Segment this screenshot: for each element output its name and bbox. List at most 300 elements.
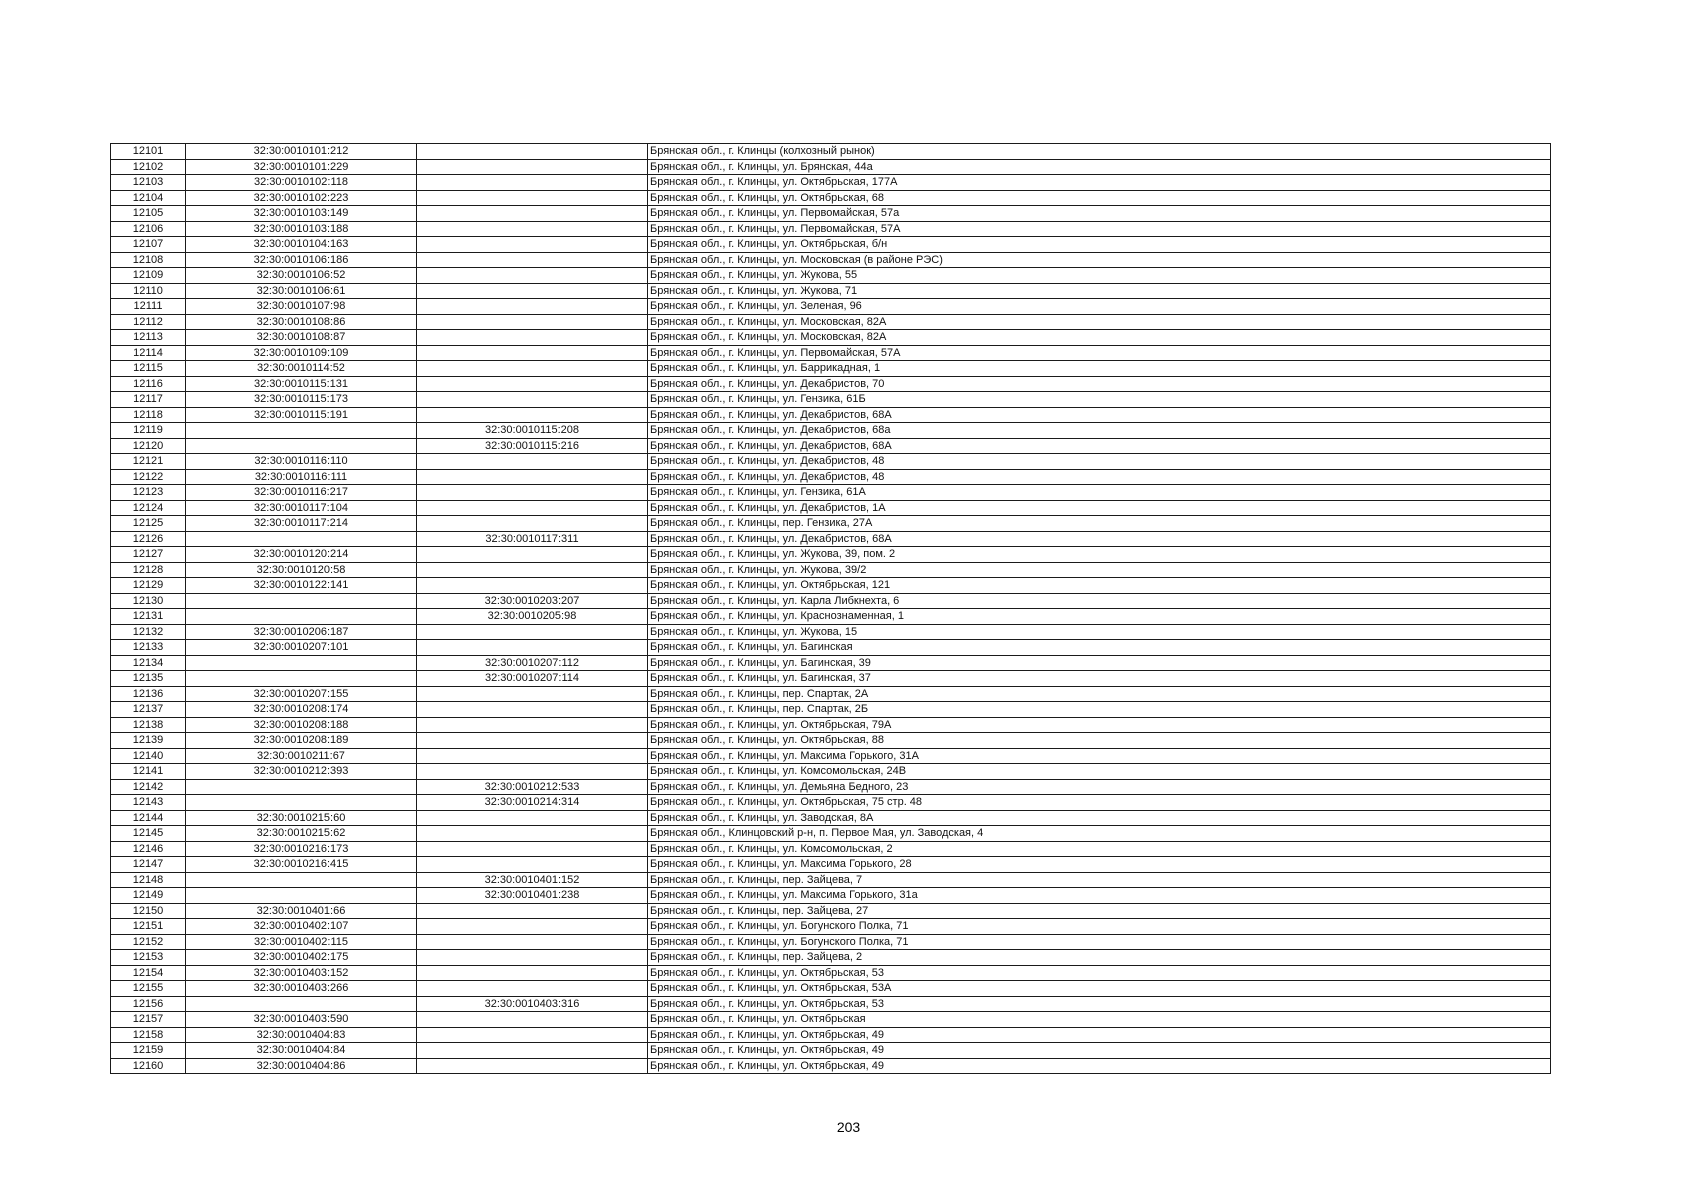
address-cell: Брянская обл., г. Клинцы, ул. Октябрьская, 177А: [648, 175, 1551, 191]
row-number-cell: 12148: [111, 872, 186, 888]
address-cell: Брянская обл., Клинцовский р-н, п. Первое Мая, ул. Заводская, 4: [648, 826, 1551, 842]
row-number-cell: 12158: [111, 1027, 186, 1043]
cadastral-number-cell: 32:30:0010106:52: [186, 268, 417, 284]
table-row: [111, 159, 1551, 175]
address-cell: Брянская обл., г. Клинцы, ул. Комсомольская, 2: [648, 841, 1551, 857]
table-row: [111, 826, 1551, 842]
cadastral-number-cell: 32:30:0010208:174: [186, 702, 417, 718]
cadastral-number-cell: 32:30:0010401:66: [186, 903, 417, 919]
cadastral-number-alt-cell: [417, 345, 648, 361]
table-row: [111, 671, 1551, 687]
cadastral-number-cell: 32:30:0010215:60: [186, 810, 417, 826]
cadastral-number-alt-cell: 32:30:0010117:311: [417, 531, 648, 547]
row-number-cell: 12118: [111, 407, 186, 423]
cadastral-number-alt-cell: [417, 144, 648, 160]
cadastral-number-alt-cell: [417, 903, 648, 919]
table-row: [111, 810, 1551, 826]
cadastral-number-alt-cell: [417, 206, 648, 222]
address-cell: Брянская обл., г. Клинцы, ул. Гензика, 61Б: [648, 392, 1551, 408]
address-cell: Брянская обл., г. Клинцы, ул. Декабристов, 48: [648, 469, 1551, 485]
row-number-cell: 12119: [111, 423, 186, 439]
table-row: [111, 1027, 1551, 1043]
address-cell: Брянская обл., г. Клинцы, ул. Брянская, 44а: [648, 159, 1551, 175]
table-row: [111, 206, 1551, 222]
table-row: [111, 965, 1551, 981]
cadastral-number-cell: [186, 996, 417, 1012]
cadastral-number-alt-cell: 32:30:0010214:314: [417, 795, 648, 811]
row-number-cell: 12127: [111, 547, 186, 563]
address-cell: Брянская обл., г. Клинцы, ул. Гензика, 61А: [648, 485, 1551, 501]
cadastral-number-cell: [186, 872, 417, 888]
address-cell: Брянская обл., г. Клинцы, ул. Демьяна Бедного, 23: [648, 779, 1551, 795]
cadastral-number-alt-cell: [417, 407, 648, 423]
cadastral-number-alt-cell: [417, 624, 648, 640]
table-row: [111, 702, 1551, 718]
cadastral-number-alt-cell: [417, 516, 648, 532]
table-row: [111, 609, 1551, 625]
table-row: [111, 841, 1551, 857]
cadastral-number-cell: 32:30:0010101:212: [186, 144, 417, 160]
cadastral-number-cell: 32:30:0010103:188: [186, 221, 417, 237]
address-cell: Брянская обл., г. Клинцы, ул. Багинская: [648, 640, 1551, 656]
table-row: [111, 624, 1551, 640]
table-row: [111, 919, 1551, 935]
cadastral-number-alt-cell: [417, 1058, 648, 1074]
table-row: [111, 764, 1551, 780]
cadastral-number-alt-cell: [417, 268, 648, 284]
cadastral-number-alt-cell: [417, 190, 648, 206]
row-number-cell: 12138: [111, 717, 186, 733]
address-cell: Брянская обл., г. Клинцы, ул. Декабристов, 48: [648, 454, 1551, 470]
cadastral-number-alt-cell: [417, 361, 648, 377]
row-number-cell: 12141: [111, 764, 186, 780]
row-number-cell: 12153: [111, 950, 186, 966]
cadastral-number-alt-cell: [417, 717, 648, 733]
cadastral-number-cell: 32:30:0010120:58: [186, 562, 417, 578]
address-cell: Брянская обл., г. Клинцы, ул. Октябрьская: [648, 1012, 1551, 1028]
cadastral-number-cell: 32:30:0010207:155: [186, 686, 417, 702]
cadastral-number-alt-cell: 32:30:0010207:114: [417, 671, 648, 687]
row-number-cell: 12102: [111, 159, 186, 175]
cadastral-number-alt-cell: [417, 826, 648, 842]
table-row: [111, 376, 1551, 392]
address-cell: Брянская обл., г. Клинцы, ул. Декабристов, 70: [648, 376, 1551, 392]
cadastral-number-alt-cell: [417, 686, 648, 702]
table-row: [111, 252, 1551, 268]
table-row: [111, 903, 1551, 919]
table-row: [111, 857, 1551, 873]
row-number-cell: 12150: [111, 903, 186, 919]
table-row: [111, 547, 1551, 563]
row-number-cell: 12155: [111, 981, 186, 997]
table-row: [111, 686, 1551, 702]
table-row: [111, 345, 1551, 361]
address-cell: Брянская обл., г. Клинцы, ул. Багинская, 37: [648, 671, 1551, 687]
cadastral-number-cell: [186, 423, 417, 439]
address-cell: Брянская обл., г. Клинцы, пер. Спартак, 2Б: [648, 702, 1551, 718]
cadastral-number-cell: 32:30:0010208:188: [186, 717, 417, 733]
cadastral-number-alt-cell: [417, 159, 648, 175]
cadastral-number-cell: 32:30:0010215:62: [186, 826, 417, 842]
cadastral-number-cell: 32:30:0010404:86: [186, 1058, 417, 1074]
row-number-cell: 12131: [111, 609, 186, 625]
address-cell: Брянская обл., г. Клинцы, ул. Октябрьская, б/н: [648, 237, 1551, 253]
cadastral-number-cell: 32:30:0010102:118: [186, 175, 417, 191]
row-number-cell: 12139: [111, 733, 186, 749]
table-row: [111, 237, 1551, 253]
address-cell: Брянская обл., г. Клинцы, ул. Первомайская, 57а: [648, 206, 1551, 222]
address-cell: Брянская обл., г. Клинцы, пер. Зайцева, 7: [648, 872, 1551, 888]
table-row: [111, 221, 1551, 237]
cadastral-number-cell: 32:30:0010403:266: [186, 981, 417, 997]
cadastral-number-alt-cell: [417, 1027, 648, 1043]
cadastral-number-cell: [186, 609, 417, 625]
table-row: [111, 779, 1551, 795]
cadastral-number-alt-cell: [417, 981, 648, 997]
row-number-cell: 12126: [111, 531, 186, 547]
row-number-cell: 12129: [111, 578, 186, 594]
cadastral-number-cell: 32:30:0010211:67: [186, 748, 417, 764]
address-cell: Брянская обл., г. Клинцы, ул. Жукова, 71: [648, 283, 1551, 299]
table-row: [111, 438, 1551, 454]
address-cell: Брянская обл., г. Клинцы, ул. Декабристов, 68А: [648, 438, 1551, 454]
table-row: [111, 640, 1551, 656]
table-row: [111, 1058, 1551, 1074]
cadastral-number-alt-cell: [417, 965, 648, 981]
table-row: [111, 283, 1551, 299]
cadastral-number-cell: 32:30:0010114:52: [186, 361, 417, 377]
cadastral-number-cell: 32:30:0010402:107: [186, 919, 417, 935]
address-cell: Брянская обл., г. Клинцы, ул. Декабристов, 68А: [648, 531, 1551, 547]
cadastral-number-cell: 32:30:0010115:173: [186, 392, 417, 408]
cadastral-number-cell: [186, 593, 417, 609]
address-cell: Брянская обл., г. Клинцы, ул. Октябрьская, 49: [648, 1027, 1551, 1043]
cadastral-number-alt-cell: [417, 454, 648, 470]
table-row: [111, 950, 1551, 966]
address-cell: Брянская обл., г. Клинцы, ул. Октябрьская, 53: [648, 965, 1551, 981]
table-row: [111, 748, 1551, 764]
address-cell: Брянская обл., г. Клинцы, ул. Комсомольская, 24В: [648, 764, 1551, 780]
table-row: [111, 934, 1551, 950]
cadastral-number-alt-cell: [417, 314, 648, 330]
cadastral-number-cell: 32:30:0010120:214: [186, 547, 417, 563]
cadastral-number-alt-cell: [417, 392, 648, 408]
table-row: [111, 454, 1551, 470]
table-row: [111, 392, 1551, 408]
row-number-cell: 12111: [111, 299, 186, 315]
cadastral-number-cell: 32:30:0010108:87: [186, 330, 417, 346]
row-number-cell: 12160: [111, 1058, 186, 1074]
cadastral-number-alt-cell: [417, 500, 648, 516]
cadastral-number-alt-cell: [417, 330, 648, 346]
address-cell: Брянская обл., г. Клинцы, ул. Декабристов, 68а: [648, 423, 1551, 439]
cadastral-number-cell: 32:30:0010208:189: [186, 733, 417, 749]
cadastral-number-alt-cell: [417, 485, 648, 501]
cadastral-number-cell: 32:30:0010117:214: [186, 516, 417, 532]
table-row: [111, 717, 1551, 733]
row-number-cell: 12149: [111, 888, 186, 904]
cadastral-number-cell: 32:30:0010116:111: [186, 469, 417, 485]
table-row: [111, 175, 1551, 191]
address-cell: Брянская обл., г. Клинцы, ул. Карла Либкнехта, 6: [648, 593, 1551, 609]
cadastral-number-cell: 32:30:0010103:149: [186, 206, 417, 222]
cadastral-number-alt-cell: 32:30:0010403:316: [417, 996, 648, 1012]
row-number-cell: 12106: [111, 221, 186, 237]
row-number-cell: 12130: [111, 593, 186, 609]
address-cell: Брянская обл., г. Клинцы, ул. Максима Горького, 31а: [648, 888, 1551, 904]
cadastral-number-alt-cell: [417, 221, 648, 237]
address-cell: Брянская обл., г. Клинцы, ул. Богунского Полка, 71: [648, 934, 1551, 950]
cadastral-number-alt-cell: [417, 950, 648, 966]
row-number-cell: 12122: [111, 469, 186, 485]
row-number-cell: 12113: [111, 330, 186, 346]
table-row: [111, 655, 1551, 671]
cadastral-number-cell: 32:30:0010117:104: [186, 500, 417, 516]
cadastral-number-alt-cell: [417, 702, 648, 718]
cadastral-number-alt-cell: [417, 640, 648, 656]
address-cell: Брянская обл., г. Клинцы, ул. Жукова, 15: [648, 624, 1551, 640]
address-cell: Брянская обл., г. Клинцы, ул. Первомайская, 57А: [648, 221, 1551, 237]
address-cell: Брянская обл., г. Клинцы, ул. Жукова, 39, пом. 2: [648, 547, 1551, 563]
address-cell: Брянская обл., г. Клинцы, ул. Максима Горького, 31А: [648, 748, 1551, 764]
address-cell: Брянская обл., г. Клинцы, ул. Московская (в районе РЭС): [648, 252, 1551, 268]
address-cell: Брянская обл., г. Клинцы, пер. Гензика, 27А: [648, 516, 1551, 532]
table-row: [111, 872, 1551, 888]
cadastral-number-alt-cell: [417, 748, 648, 764]
cadastral-number-alt-cell: [417, 283, 648, 299]
row-number-cell: 12109: [111, 268, 186, 284]
row-number-cell: 12133: [111, 640, 186, 656]
row-number-cell: 12137: [111, 702, 186, 718]
cadastral-number-cell: 32:30:0010212:393: [186, 764, 417, 780]
cadastral-number-alt-cell: [417, 252, 648, 268]
table-row: [111, 996, 1551, 1012]
cadastral-number-alt-cell: [417, 237, 648, 253]
cadastral-number-alt-cell: 32:30:0010401:152: [417, 872, 648, 888]
cadastral-number-cell: [186, 438, 417, 454]
row-number-cell: 12147: [111, 857, 186, 873]
table-row: [111, 795, 1551, 811]
cadastral-number-alt-cell: [417, 764, 648, 780]
address-cell: Брянская обл., г. Клинцы, ул. Московская, 82А: [648, 330, 1551, 346]
address-cell: Брянская обл., г. Клинцы, ул. Октябрьская, 75 стр. 48: [648, 795, 1551, 811]
table-row: [111, 314, 1551, 330]
cadastral-number-alt-cell: [417, 1043, 648, 1059]
table-row: [111, 531, 1551, 547]
registry-table: [110, 143, 1551, 1074]
cadastral-number-alt-cell: [417, 919, 648, 935]
address-cell: Брянская обл., г. Клинцы, ул. Октябрьская, 79А: [648, 717, 1551, 733]
row-number-cell: 12154: [111, 965, 186, 981]
table-row: [111, 888, 1551, 904]
cadastral-number-alt-cell: [417, 175, 648, 191]
row-number-cell: 12136: [111, 686, 186, 702]
cadastral-number-cell: [186, 888, 417, 904]
cadastral-number-cell: 32:30:0010106:61: [186, 283, 417, 299]
table-row: [111, 578, 1551, 594]
row-number-cell: 12121: [111, 454, 186, 470]
cadastral-number-cell: 32:30:0010115:131: [186, 376, 417, 392]
table-row: [111, 330, 1551, 346]
row-number-cell: 12123: [111, 485, 186, 501]
row-number-cell: 12112: [111, 314, 186, 330]
address-cell: Брянская обл., г. Клинцы, ул. Краснознаменная, 1: [648, 609, 1551, 625]
row-number-cell: 12116: [111, 376, 186, 392]
row-number-cell: 12104: [111, 190, 186, 206]
cadastral-number-alt-cell: [417, 547, 648, 563]
cadastral-number-cell: 32:30:0010403:152: [186, 965, 417, 981]
cadastral-number-cell: 32:30:0010207:101: [186, 640, 417, 656]
row-number-cell: 12105: [111, 206, 186, 222]
cadastral-number-alt-cell: [417, 934, 648, 950]
row-number-cell: 12140: [111, 748, 186, 764]
row-number-cell: 12101: [111, 144, 186, 160]
row-number-cell: 12157: [111, 1012, 186, 1028]
table-row: [111, 144, 1551, 160]
cadastral-number-alt-cell: [417, 578, 648, 594]
row-number-cell: 12135: [111, 671, 186, 687]
address-cell: Брянская обл., г. Клинцы, ул. Октябрьская, 53: [648, 996, 1551, 1012]
address-cell: Брянская обл., г. Клинцы, ул. Заводская, 8А: [648, 810, 1551, 826]
cadastral-number-cell: 32:30:0010403:590: [186, 1012, 417, 1028]
row-number-cell: 12108: [111, 252, 186, 268]
cadastral-number-cell: 32:30:0010106:186: [186, 252, 417, 268]
page-number: 203: [836, 1119, 861, 1135]
address-cell: Брянская обл., г. Клинцы, ул. Баррикадная, 1: [648, 361, 1551, 377]
cadastral-number-cell: 32:30:0010109:109: [186, 345, 417, 361]
cadastral-number-cell: 32:30:0010216:173: [186, 841, 417, 857]
table-row: [111, 407, 1551, 423]
row-number-cell: 12117: [111, 392, 186, 408]
table-row: [111, 423, 1551, 439]
cadastral-number-cell: [186, 795, 417, 811]
cadastral-number-alt-cell: 32:30:0010401:238: [417, 888, 648, 904]
cadastral-number-alt-cell: [417, 1012, 648, 1028]
cadastral-number-alt-cell: 32:30:0010212:533: [417, 779, 648, 795]
cadastral-number-alt-cell: [417, 562, 648, 578]
row-number-cell: 12145: [111, 826, 186, 842]
cadastral-number-alt-cell: 32:30:0010207:112: [417, 655, 648, 671]
row-number-cell: 12115: [111, 361, 186, 377]
address-cell: Брянская обл., г. Клинцы, ул. Зеленая, 96: [648, 299, 1551, 315]
table-row: [111, 562, 1551, 578]
address-cell: Брянская обл., г. Клинцы, ул. Октябрьская, 53А: [648, 981, 1551, 997]
table-row: [111, 981, 1551, 997]
cadastral-number-cell: 32:30:0010108:86: [186, 314, 417, 330]
cadastral-number-alt-cell: [417, 857, 648, 873]
cadastral-number-cell: 32:30:0010402:115: [186, 934, 417, 950]
table-row: [111, 593, 1551, 609]
table-row: [111, 361, 1551, 377]
row-number-cell: 12143: [111, 795, 186, 811]
table-row: [111, 733, 1551, 749]
row-number-cell: 12120: [111, 438, 186, 454]
address-cell: Брянская обл., г. Клинцы, ул. Жукова, 39/2: [648, 562, 1551, 578]
address-cell: Брянская обл., г. Клинцы, ул. Декабристов, 68А: [648, 407, 1551, 423]
address-cell: Брянская обл., г. Клинцы, ул. Московская, 82А: [648, 314, 1551, 330]
row-number-cell: 12159: [111, 1043, 186, 1059]
address-cell: Брянская обл., г. Клинцы, ул. Октябрьская, 68: [648, 190, 1551, 206]
cadastral-number-alt-cell: [417, 733, 648, 749]
registry-table-body: [111, 144, 1551, 1074]
cadastral-number-cell: 32:30:0010404:84: [186, 1043, 417, 1059]
row-number-cell: 12125: [111, 516, 186, 532]
row-number-cell: 12151: [111, 919, 186, 935]
cadastral-number-alt-cell: [417, 376, 648, 392]
cadastral-number-cell: 32:30:0010107:98: [186, 299, 417, 315]
cadastral-number-cell: 32:30:0010102:223: [186, 190, 417, 206]
row-number-cell: 12144: [111, 810, 186, 826]
table-row: [111, 190, 1551, 206]
address-cell: Брянская обл., г. Клинцы, ул. Богунского Полка, 71: [648, 919, 1551, 935]
cadastral-number-alt-cell: [417, 810, 648, 826]
address-cell: Брянская обл., г. Клинцы, ул. Багинская, 39: [648, 655, 1551, 671]
row-number-cell: 12146: [111, 841, 186, 857]
address-cell: Брянская обл., г. Клинцы (колхозный рынок): [648, 144, 1551, 160]
address-cell: Брянская обл., г. Клинцы, пер. Зайцева, 2: [648, 950, 1551, 966]
row-number-cell: 12132: [111, 624, 186, 640]
cadastral-number-cell: 32:30:0010404:83: [186, 1027, 417, 1043]
row-number-cell: 12107: [111, 237, 186, 253]
row-number-cell: 12103: [111, 175, 186, 191]
address-cell: Брянская обл., г. Клинцы, ул. Декабристов, 1А: [648, 500, 1551, 516]
row-number-cell: 12142: [111, 779, 186, 795]
cadastral-number-cell: 32:30:0010122:141: [186, 578, 417, 594]
cadastral-number-alt-cell: [417, 841, 648, 857]
row-number-cell: 12156: [111, 996, 186, 1012]
cadastral-number-cell: 32:30:0010116:110: [186, 454, 417, 470]
cadastral-number-cell: 32:30:0010206:187: [186, 624, 417, 640]
table-row: [111, 268, 1551, 284]
cadastral-number-cell: [186, 671, 417, 687]
cadastral-number-alt-cell: 32:30:0010115:216: [417, 438, 648, 454]
address-cell: Брянская обл., г. Клинцы, пер. Зайцева, 27: [648, 903, 1551, 919]
cadastral-number-alt-cell: [417, 299, 648, 315]
table-row: [111, 1043, 1551, 1059]
row-number-cell: 12152: [111, 934, 186, 950]
row-number-cell: 12110: [111, 283, 186, 299]
table-row: [111, 299, 1551, 315]
address-cell: Брянская обл., г. Клинцы, ул. Октябрьская, 49: [648, 1043, 1551, 1059]
cadastral-number-cell: 32:30:0010104:163: [186, 237, 417, 253]
table-row: [111, 1012, 1551, 1028]
table-row: [111, 485, 1551, 501]
address-cell: Брянская обл., г. Клинцы, ул. Жукова, 55: [648, 268, 1551, 284]
row-number-cell: 12134: [111, 655, 186, 671]
cadastral-number-alt-cell: [417, 469, 648, 485]
row-number-cell: 12124: [111, 500, 186, 516]
address-cell: Брянская обл., г. Клинцы, ул. Октябрьская, 121: [648, 578, 1551, 594]
table-row: [111, 516, 1551, 532]
cadastral-number-cell: [186, 655, 417, 671]
cadastral-number-alt-cell: 32:30:0010203:207: [417, 593, 648, 609]
cadastral-number-cell: [186, 531, 417, 547]
address-cell: Брянская обл., г. Клинцы, пер. Спартак, 2А: [648, 686, 1551, 702]
table-row: [111, 469, 1551, 485]
cadastral-number-cell: 32:30:0010216:415: [186, 857, 417, 873]
address-cell: Брянская обл., г. Клинцы, ул. Первомайская, 57А: [648, 345, 1551, 361]
address-cell: Брянская обл., г. Клинцы, ул. Октябрьская, 49: [648, 1058, 1551, 1074]
cadastral-number-cell: 32:30:0010116:217: [186, 485, 417, 501]
cadastral-number-cell: 32:30:0010115:191: [186, 407, 417, 423]
row-number-cell: 12128: [111, 562, 186, 578]
address-cell: Брянская обл., г. Клинцы, ул. Максима Горького, 28: [648, 857, 1551, 873]
cadastral-number-cell: 32:30:0010101:229: [186, 159, 417, 175]
row-number-cell: 12114: [111, 345, 186, 361]
cadastral-number-alt-cell: 32:30:0010205:98: [417, 609, 648, 625]
table-row: [111, 500, 1551, 516]
cadastral-number-cell: 32:30:0010402:175: [186, 950, 417, 966]
